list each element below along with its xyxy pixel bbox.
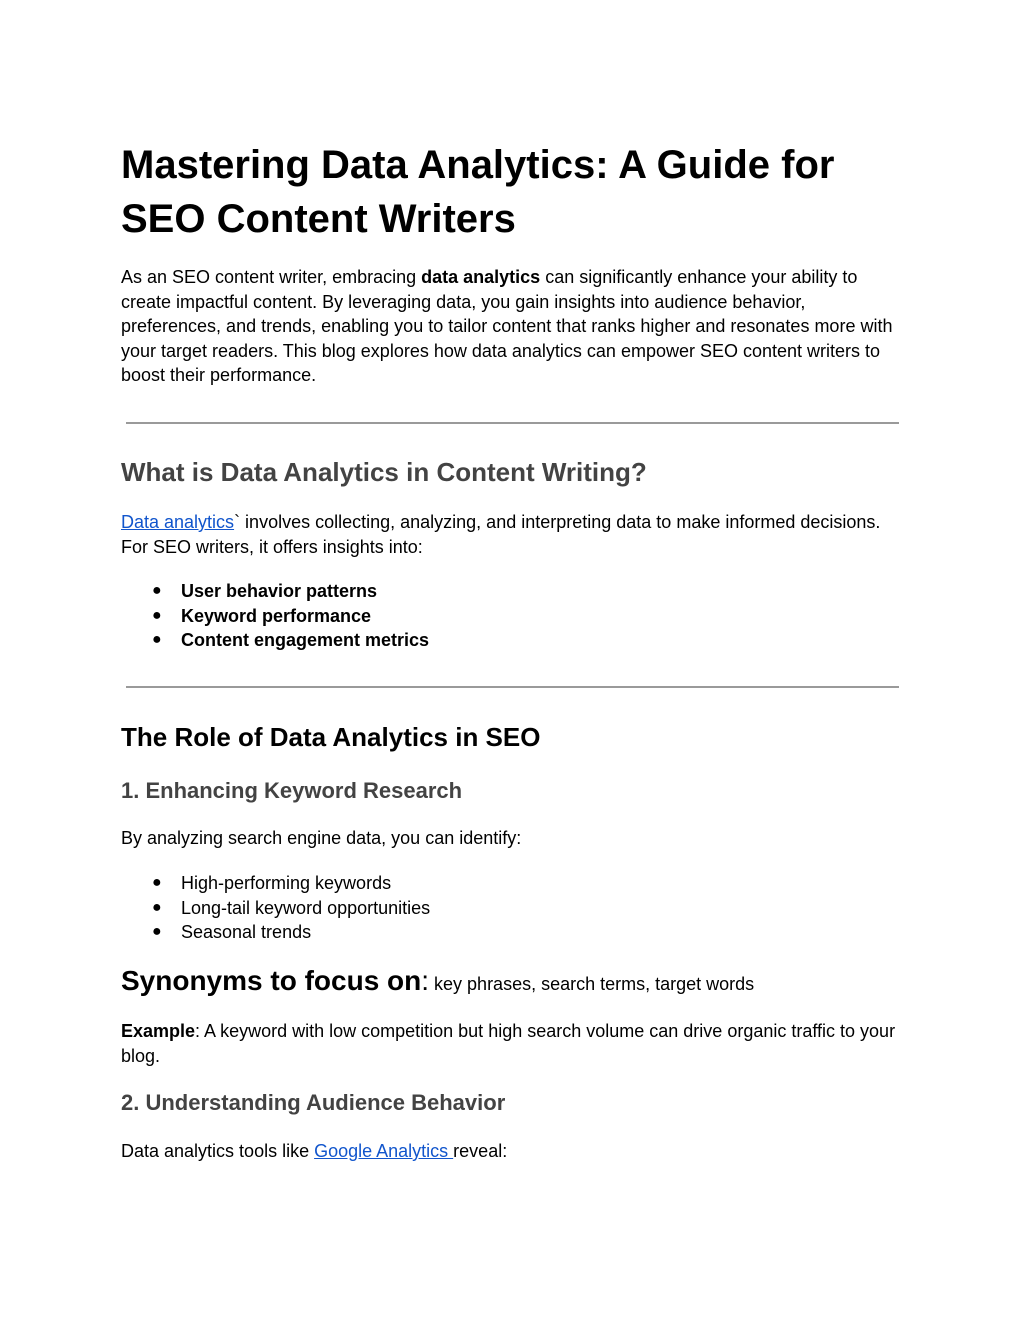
bullet-icon: ● bbox=[152, 898, 162, 916]
example-paragraph bbox=[121, 1019, 901, 1068]
section-heading-role: The Role of Data Analytics in SEO bbox=[121, 722, 541, 752]
list-item: ● Seasonal trends bbox=[121, 920, 430, 945]
subheading-audience-behavior: 2. Understanding Audience Behavior bbox=[121, 1090, 506, 1115]
bullet-icon: ● bbox=[152, 606, 162, 624]
list-item: ● User behavior patterns bbox=[121, 579, 429, 604]
keyword-list bbox=[121, 871, 430, 945]
list-item: ● Content engagement metrics bbox=[121, 628, 429, 653]
google-analytics-link[interactable]: Google Analytics bbox=[314, 1141, 454, 1161]
keyword-research-paragraph: By analyzing search engine data, you can identify: bbox=[121, 828, 522, 848]
bullet-icon: ● bbox=[152, 923, 162, 940]
audience-paragraph bbox=[121, 1139, 901, 1164]
bullet-icon: ● bbox=[152, 631, 162, 648]
synonyms-colon: : bbox=[421, 965, 430, 996]
synonyms-label: Synonyms to focus on bbox=[121, 965, 422, 996]
data-analytics-link[interactable]: Data analytics bbox=[121, 512, 235, 532]
insights-list bbox=[121, 579, 429, 653]
synonyms-line bbox=[121, 963, 754, 1002]
intro-bold-term: data analytics bbox=[421, 267, 541, 287]
section-heading-what-is: What is Data Analytics in Content Writing? bbox=[121, 457, 647, 487]
section1-paragraph bbox=[121, 510, 901, 559]
audience-text-start: Data analytics tools like bbox=[121, 1141, 315, 1161]
list-item: ● Keyword performance bbox=[121, 604, 429, 629]
list-item: ● High-performing keywords bbox=[121, 871, 430, 896]
divider-2 bbox=[126, 686, 899, 688]
audience-text-end: reveal: bbox=[453, 1141, 508, 1161]
divider-1 bbox=[126, 422, 899, 424]
example-label: Example bbox=[121, 1021, 196, 1041]
example-text: : A keyword with low competition but high search volume can drive organic traffic to your blog. bbox=[121, 1021, 896, 1066]
section1-text: ` involves collecting, analyzing, and interpreting data to make informed decisions. For SEO writers, it offers insights into: bbox=[121, 512, 881, 557]
intro-paragraph bbox=[121, 265, 901, 388]
intro-text-end: can significantly enhance your ability to create impactful content. By leveraging data, you gain insights into audience behavior, preferences, and trends, enabling you to tailor content that ranks higher and resonates more with your target readers. This blog explores how data analytics can empower SEO content writers to boost their performance. bbox=[121, 267, 893, 385]
bullet-icon: ● bbox=[152, 582, 162, 599]
subheading-keyword-research: 1. Enhancing Keyword Research bbox=[121, 778, 463, 803]
intro-text-start: As an SEO content writer, embracing bbox=[121, 267, 422, 287]
bullet-icon: ● bbox=[152, 874, 162, 891]
synonyms-value: key phrases, search terms, target words bbox=[429, 974, 755, 994]
list-item: ● Long-tail keyword opportunities bbox=[121, 896, 430, 921]
page-title: Mastering Data Analytics: A Guide for SEO Content Writers bbox=[121, 143, 835, 241]
